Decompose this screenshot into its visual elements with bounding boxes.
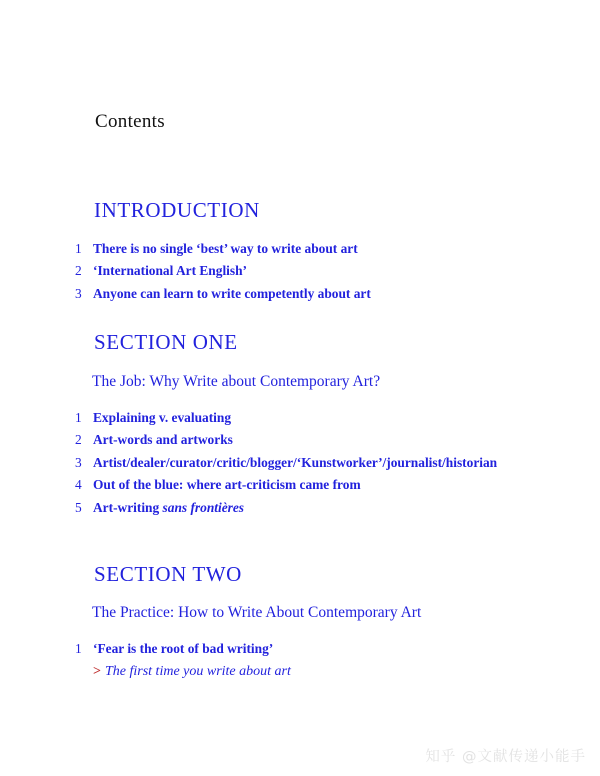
section-heading-one: SECTION ONE bbox=[94, 330, 238, 354]
toc-entry-number: 1 bbox=[75, 241, 82, 256]
toc-entry-label-italic: sans frontières bbox=[162, 499, 245, 515]
toc-entry-label: Explaining v. evaluating bbox=[93, 410, 232, 425]
toc-entry-label-plain: Art-writing bbox=[93, 499, 163, 515]
toc-entry-label: Anyone can learn to write competently about art bbox=[93, 285, 371, 301]
toc-entry[interactable] bbox=[0, 429, 600, 451]
caret-icon: > bbox=[93, 664, 101, 680]
toc-entry[interactable] bbox=[0, 638, 600, 660]
section-subtitle-one: The Job: Why Write about Contemporary Art? bbox=[92, 373, 381, 390]
toc-subentry-label: The first time you write about art bbox=[104, 664, 291, 680]
section-heading-two: SECTION TWO bbox=[94, 562, 242, 586]
toc-entry-number: 1 bbox=[75, 410, 82, 425]
toc-entry-number: 5 bbox=[75, 499, 82, 515]
page-title: Contents bbox=[95, 111, 165, 132]
toc-subentry[interactable] bbox=[0, 660, 600, 683]
section-subtitle-two: The Practice: How to Write About Contemporary Art bbox=[92, 604, 422, 621]
toc-entry-number: 4 bbox=[75, 477, 82, 493]
section-heading-introduction: INTRODUCTION bbox=[94, 198, 260, 222]
toc-entry-label: ‘International Art English’ bbox=[93, 263, 248, 279]
watermark: 知乎 @文献传递小能手 bbox=[425, 749, 586, 765]
toc-list-introduction bbox=[0, 238, 600, 305]
toc-entry-label: Artist/dealer/curator/critic/blogger/‘Kunstworker’/journalist/historian bbox=[93, 454, 498, 470]
toc-entry[interactable] bbox=[0, 497, 600, 519]
toc-entry[interactable] bbox=[0, 283, 600, 305]
toc-entry-label bbox=[93, 500, 244, 515]
toc-entry-number: 1 bbox=[75, 641, 82, 656]
toc-entry[interactable] bbox=[0, 474, 600, 496]
toc-entry-label: There is no single ‘best’ way to write about art bbox=[93, 241, 358, 256]
toc-entry[interactable] bbox=[0, 407, 600, 429]
toc-entry[interactable] bbox=[0, 452, 600, 474]
toc-entry-number: 3 bbox=[75, 454, 82, 470]
toc-entry-number: 2 bbox=[75, 432, 82, 448]
toc-list-section-two bbox=[0, 638, 600, 683]
toc-entry[interactable] bbox=[0, 238, 600, 260]
toc-entry-label: ‘Fear is the root of bad writing’ bbox=[93, 641, 274, 656]
toc-entry-label: Out of the blue: where art-criticism came from bbox=[93, 477, 361, 493]
toc-entry-number: 2 bbox=[75, 263, 82, 279]
toc-entry[interactable] bbox=[0, 260, 600, 282]
toc-list-section-one bbox=[0, 407, 600, 519]
toc-entry-number: 3 bbox=[75, 285, 82, 301]
toc-entry-label: Art-words and artworks bbox=[93, 432, 233, 448]
